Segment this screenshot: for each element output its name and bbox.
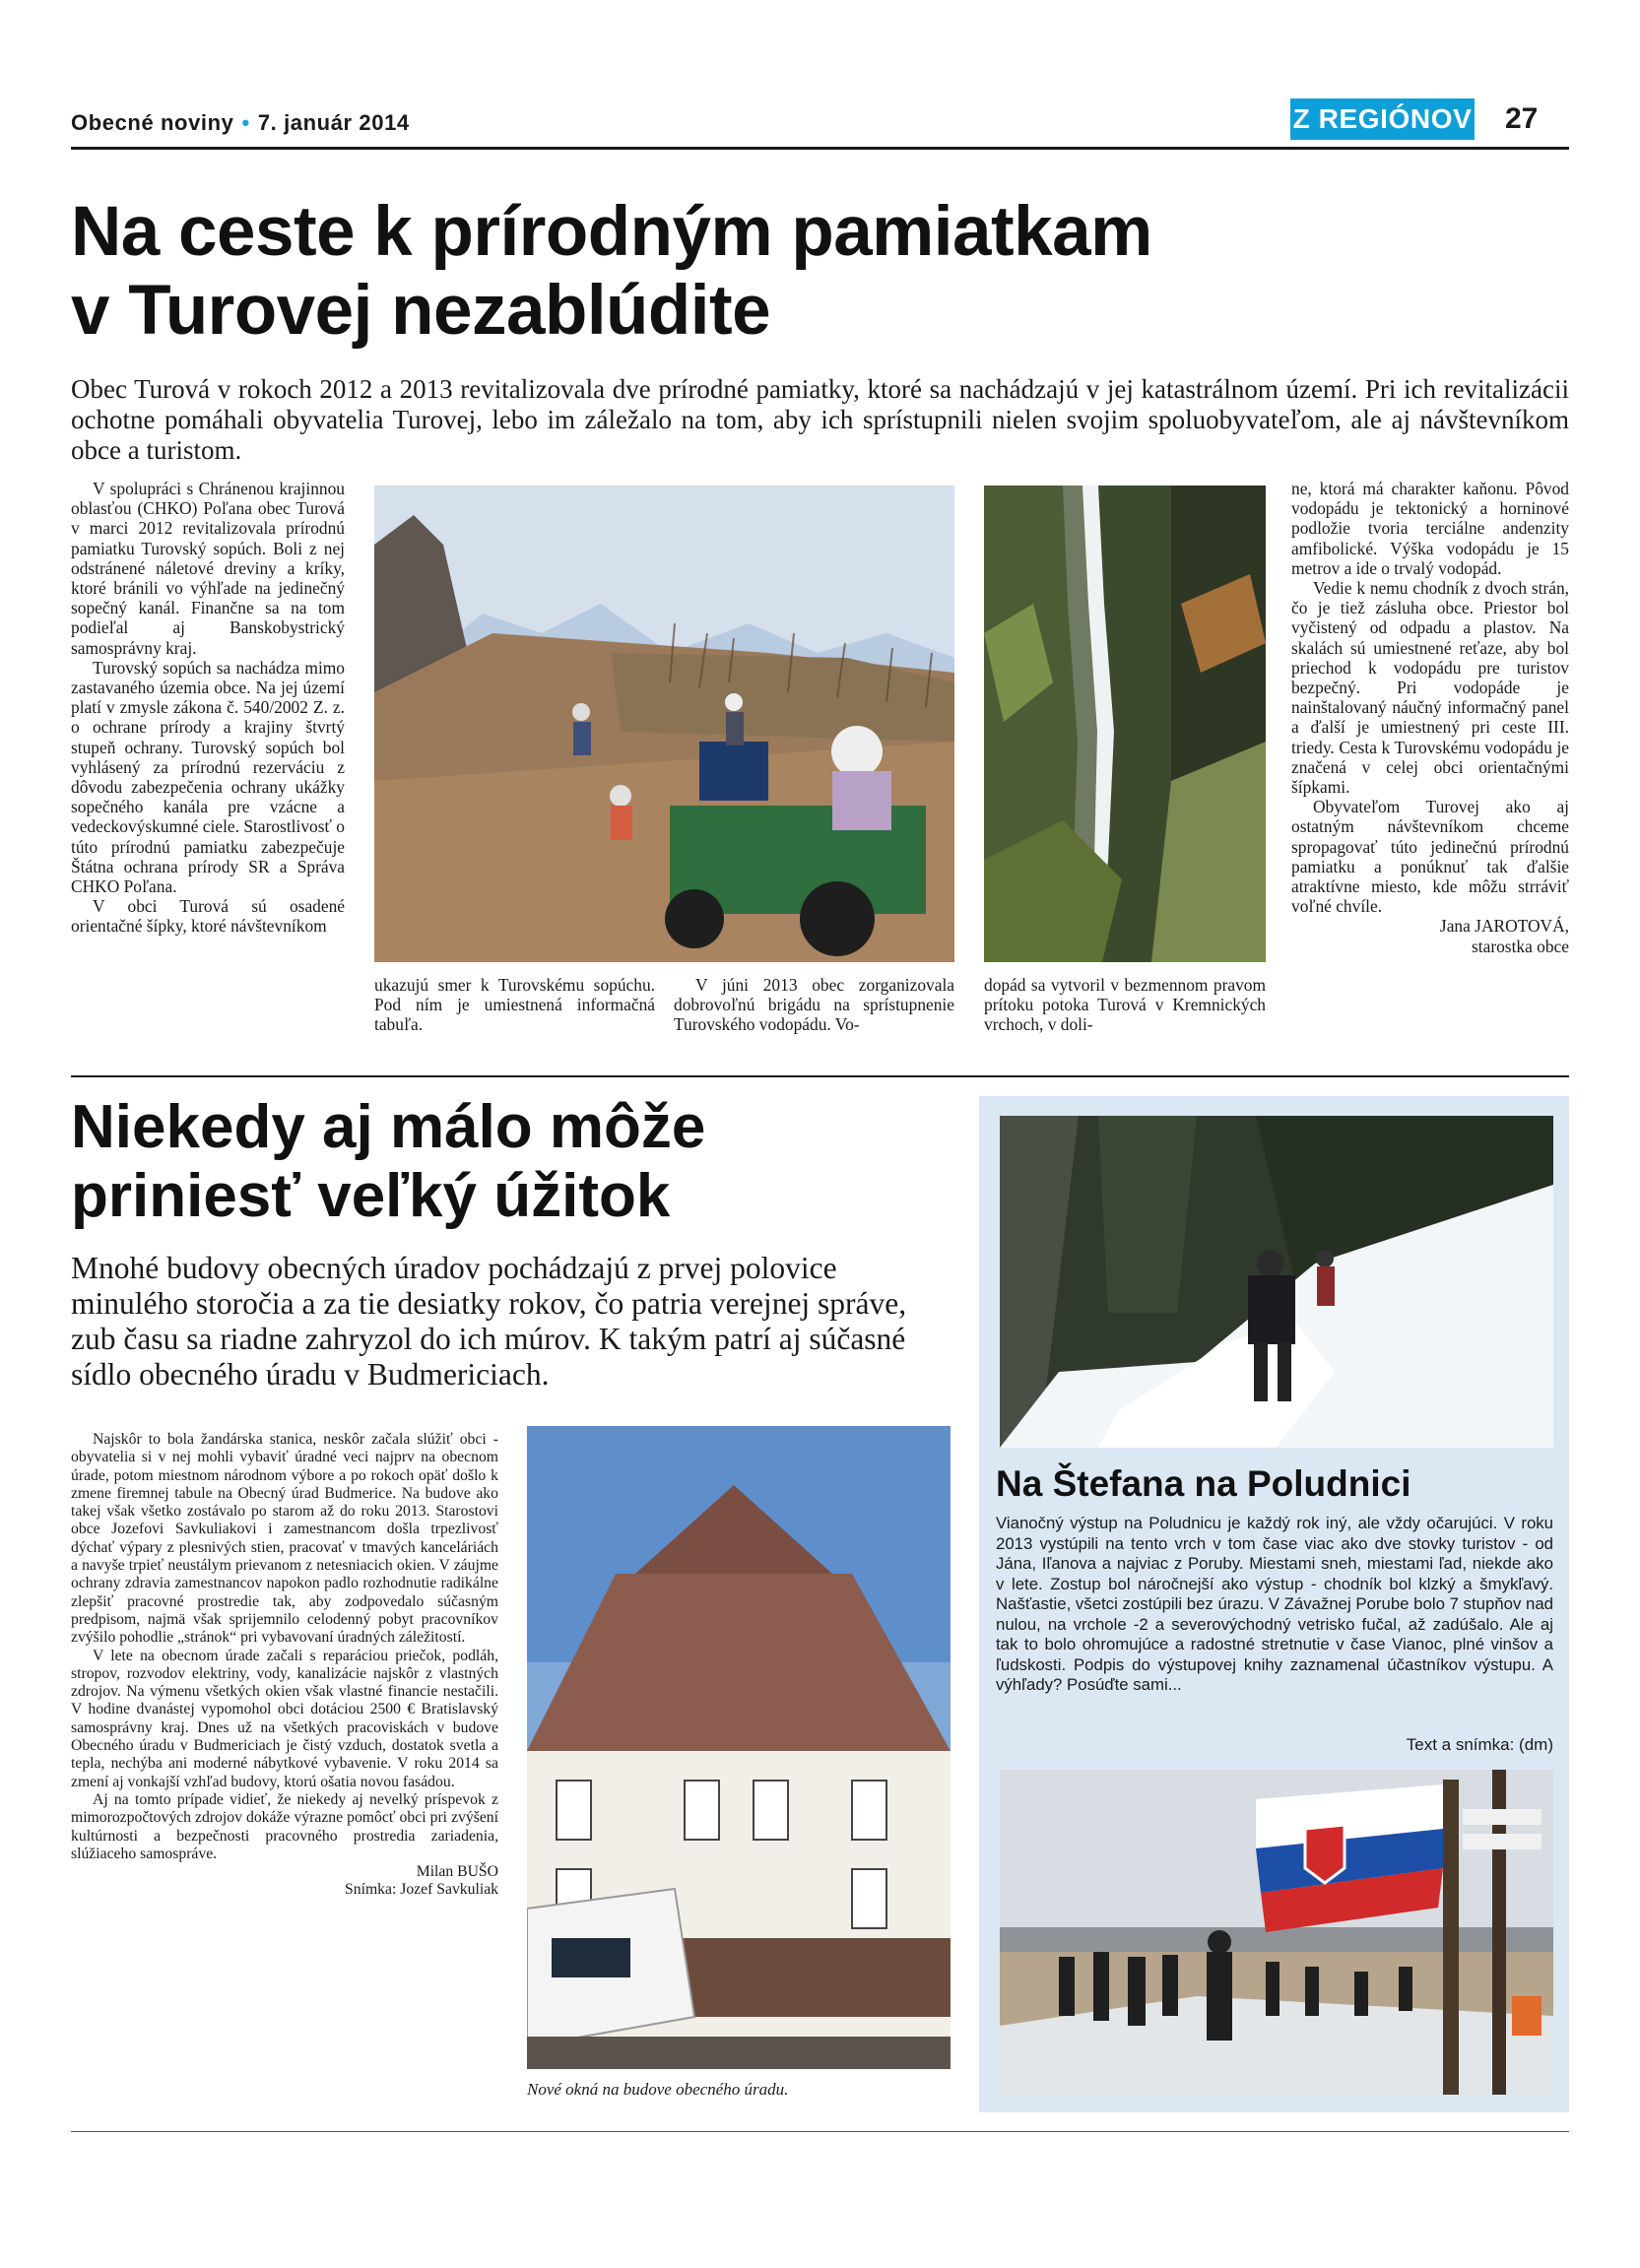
article1-column4-text: dopád sa vytvoril v bezmennom pravom prítoku potoka Turová v Kremnických vrchoch, v doli- [984, 975, 1266, 1035]
waterfall-photo [984, 486, 1266, 962]
article1-headline-line1: Na ceste k prírodným pamiatkam [71, 193, 1152, 271]
sidebar-headline: Na Štefana na Poludnici [996, 1463, 1411, 1504]
article2-headline [71, 1093, 977, 1231]
article1-headline [71, 193, 1548, 351]
article1-author-role: starostka obce [1472, 936, 1569, 956]
footer-rule [71, 2131, 1569, 2132]
article1-lead: Obec Turová v rokoch 2012 a 2013 revitalizovala dve prírodné pamiatky, ktoré sa nachádzajú v jej katastrálnom území. Pri ich revitalizácii ochotne pomáhali obyvatelia Turovej, lebo im záležalo na tom, aby ich sprístupnili nielen svojim spoluobyvateľom, ale aj návštevníkom obce a turistom. [71, 374, 1569, 465]
article1-column3-text: V júni 2013 obec zorganizovala dobrovoľnú brigádu na sprístupnenie Turovského vodopádu. Vo- [674, 975, 954, 1035]
article2-headline-line1: Niekedy aj málo môže [71, 1093, 706, 1161]
article1-author: Jana JAROTOVÁ, [1439, 916, 1569, 937]
article1-paragraph: Obyvateľom Turovej ako aj ostatným návštevníkom chceme spropagovať túto jedinečnú prírodnú pamiatku a ponúknuť tak ďalšie atraktívne miesto, kde môžu strráviť voľné chvíle. [1291, 797, 1569, 917]
article1-paragraph: Vedie k nemu chodník z dvoch strán, čo je tiež zásluha obce. Priestor bol vyčistený od odpadu a plastov. Na skalách sú umiestnené reťaze, aby bol priechod k vodopádu pre turistov bezpečný. Pri vodopáde je nainštalovaný náučný informačný panel a ďalší je umiestnený pri ceste III. triedy. Cesta k Turovskému vodopádu je značená v celej obci orientačnými šípkami. [1291, 578, 1569, 798]
summit-flag-photo-art [1000, 1770, 1553, 2095]
issue-date: 7. január 2014 [257, 110, 410, 135]
section-tag: Z REGIÓNOV [1290, 98, 1475, 140]
sidebar-text: Vianočný výstup na Poludnicu je každý rok iný, ale vždy očarujúci. V roku 2013 vystúpili na tento vrch v tom čase viac ako dve stovky turistov - od Jána, Iľanova a najviac z Poruby. Miestami sneh, miestami ľad, niekde ako v lete. Zostup bol náročnejší ako výstup - chodník bol klzký a šmykľavý. Našťastie, všetci zostúpili bez úrazu. V Závažnej Porube bolo 7 stupňov nad nulou, na vrchole -2 a severovýchodný vetrisko fučal, až zadúšalo. Ale aj tak to bolo ohromujúce a radostné stretnutie v čase Vianoc, plné vinšov a ľudskosti. Podpis do výstupovej knihy zaznamenal účastníkov výstupu. A výhľady? Posúďte sami... [996, 1514, 1553, 1694]
hikers-photo [1000, 1116, 1553, 1448]
article2-photo-credit: Snímka: Jozef Savkuliak [345, 1881, 498, 1899]
summit-flag-photo [1000, 1770, 1553, 2095]
article1-paragraph: Turovský sopúch sa nachádza mimo zastavaného územia obce. Na jej území platí v zmysle zákona č. 540/2002 Z. z. o ochrane prírody a krajiny štvrtý stupeň ochrany. Turovský sopúch bol vyhlásený za prírodnú rezerváciu z dôvodu zabezpečenia ochrany ukážky sopečného kanála pre vzácne a vedeckovýskumné ciele. Starostlivosť o túto prírodnú pamiatku zabezpečuje Štátna ochrana prírody SR a Správa CHKO Poľana. [71, 657, 345, 897]
bullet-icon: • [241, 110, 250, 135]
article2-author: Milan BUŠO [416, 1863, 498, 1881]
article1-paragraph: V spolupráci s Chránenou krajinnou oblasťou (CHKO) Poľana obec Turová v marci 2012 revitalizovala prírodnú pamiatku Turovský sopúch. Boli z nej odstránené náletové dreviny a kríky, ktoré bránili vo výhľade na jedinečný sopečný kanál. Finančne sa na tom podieľal aj Banskobystrický samosprávny kraj. [71, 479, 345, 658]
article2-paragraph: V lete na obecnom úrade začali s reparáciou priečok, podláh, stropov, rozvodov elektriny, vody, kanalizácie najskôr z vlastných zdrojov. Na výmenu všetkých okien však vlastné financie nestačili. V hodine dvanástej vypomohol obci dotáciou 2500 € Bratislavský samosprávny kraj. Dnes už na všetkých pracoviskách v budove Obecného úradu v Budmericiach je čistý vzduch, dostatok svetla a tepla, nechýba ani moderné nábytkové vybavenie. V roku 2014 sa zmení aj vonkajší vzhľad budovy, ktorú ošatia novou fasádou. [71, 1647, 498, 1790]
sidebar-credit: Text a snímka: (dm) [1406, 1735, 1553, 1754]
hikers-photo-art [1000, 1116, 1553, 1448]
article1-paragraph: ne, ktorá má charakter kaňonu. Pôvod vodopádu je tektonický a horninové podložie tvoria terciálne andenzity amfibolické. Výška vodopádu je 15 metrov a ide o trvalý vodopád. [1291, 479, 1569, 578]
article2-headline-line2: priniesť veľký úžitok [71, 1162, 671, 1230]
article1-column5 [1291, 479, 1569, 956]
page-number: 27 [1505, 102, 1539, 135]
building-photo [527, 1426, 951, 2069]
article2-paragraph: Aj na tomto prípade vidieť, že niekedy aj nevelký príspevok z mimorozpočtových zdrojov dokáže výrazne pomôcť obci pri zvýšení kultúrnosti a bezpečnosti pracovného prostredia zariadenia, slúžiaceho samospráve. [71, 1790, 498, 1862]
paper-name: Obecné noviny [71, 110, 234, 135]
building-photo-caption: Nové okná na budove obecného úradu. [527, 2080, 789, 2099]
header-rule [71, 147, 1569, 150]
article2-paragraph: Najskôr to bola žandárska stanica, neskôr začala slúžiť obci - obyvatelia si v nej mohli vybaviť úradné veci najprv na obecnom úrade, potom miestnom národnom výbore a po rokoch opäť došlo k zmene firemnej tabule na Obecný úrad Budmerice. Na budove ako takej však všetko zostávalo po starom až do roku 2013. Starostovi obce Jozefovi Savkuliakovi i zamestnancom došla trpezlivosť dýchať výpary z plesnivých stien, pracovať v tmavých kanceláriách a navyše trpieť neustálym prievanom z netesniacich okien. V záujme ochrany zdravia zamestnancov napokon padlo rozhodnutie radikálne zlepšiť pracovné prostredie tak, aby zodpovedalo súčasným predpisom, najmä však sprijemnilo celodenný pobyt pracovníkov zvýšilo pohodlie „stránok“ pri vybavovaní úradných záležitostí. [71, 1431, 498, 1647]
article1-paragraph: V obci Turová sú osadené orientačné šípky, ktoré návštevníkom [71, 896, 345, 937]
clearing-photo-art [374, 486, 954, 962]
article1-column2-text: ukazujú smer k Turovskému sopúchu. Pod ním je umiestnená informačná tabuľa. [374, 975, 655, 1035]
masthead [71, 110, 410, 136]
article1-headline-line2: v Turovej nezablúdite [71, 272, 771, 350]
article1-column1 [71, 479, 345, 937]
article2-lead: Mnohé budovy obecných úradov pochádzajú z prvej polovice minulého storočia a za tie desiatky rokov, čo patria verejnej správe, zub času sa riadne zahryzol do ich múrov. K takým patrí aj súčasné sídlo obecného úradu v Budmericiach. [71, 1251, 907, 1392]
building-photo-art [527, 1426, 951, 2069]
article2-body [71, 1431, 498, 1900]
waterfall-photo-art [984, 486, 1266, 962]
clearing-photo [374, 486, 954, 962]
section-divider [71, 1075, 1569, 1077]
